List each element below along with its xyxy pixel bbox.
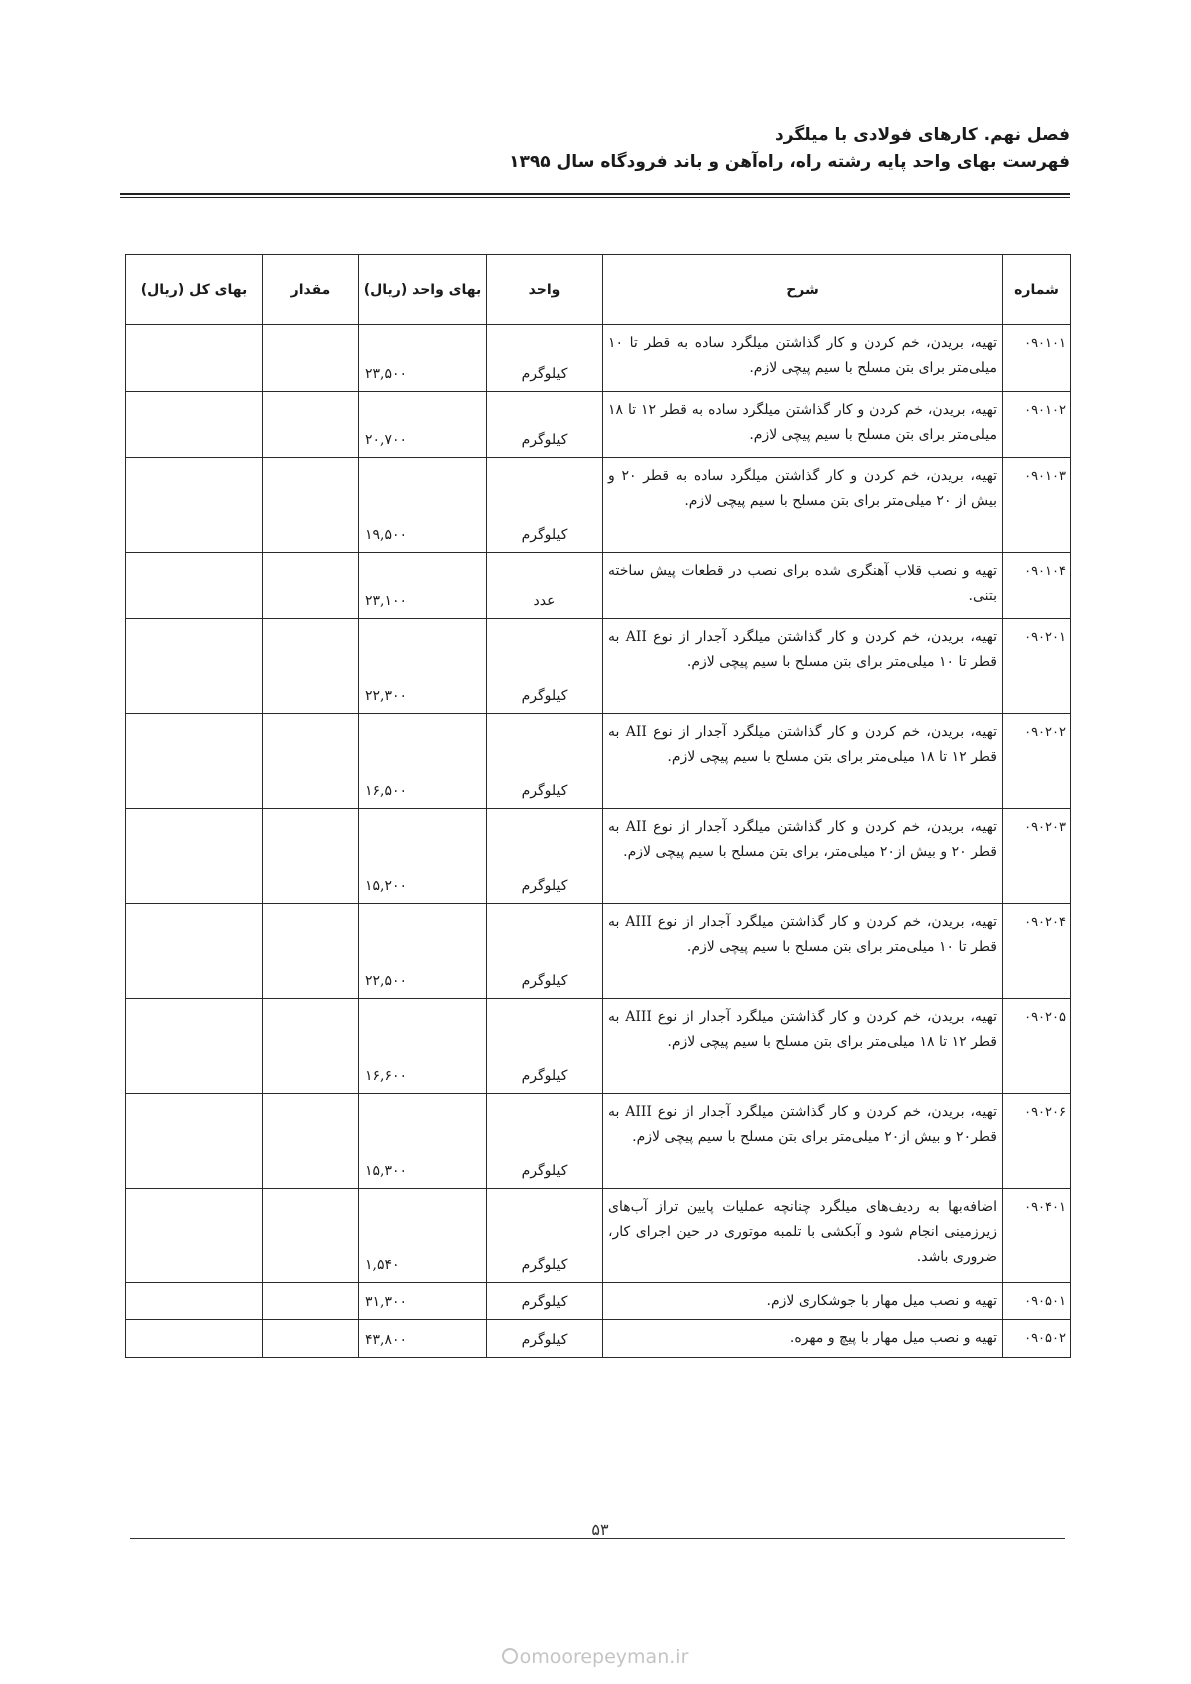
item-unit-price: ۱,۵۴۰ [359,1189,487,1283]
item-description: تهیه، بریدن، خم کردن و کار گذاشتن میلگرد آجدار از نوع AII به قطر ۲۰ و بیش از۲۰ میلی‌متر، برای بتن مسلح با سیم پیچی لازم. [603,809,1003,904]
table-row [126,809,1071,904]
item-unit: کیلوگرم [487,809,603,904]
price-table [125,254,1071,1358]
header-divider [120,193,1070,198]
item-code: ۰۹۰۵۰۱ [1003,1283,1071,1320]
item-quantity [263,1189,359,1283]
item-quantity [263,325,359,392]
chapter-title: فصل نهم. کارهای فولادی با میلگرد [775,125,1070,145]
item-code: ۰۹۰۲۰۶ [1003,1094,1071,1189]
item-total-price [126,458,263,553]
item-unit-price: ۲۳,۵۰۰ [359,325,487,392]
item-unit-price: ۴۳,۸۰۰ [359,1320,487,1358]
item-quantity [263,999,359,1094]
table-row [126,999,1071,1094]
item-total-price [126,1283,263,1320]
table-row [126,714,1071,809]
item-total-price [126,325,263,392]
item-description: تهیه، بریدن، خم کردن و کار گذاشتن میلگرد ساده به قطر تا ۱۰ میلی‌متر برای بتن مسلح با سیم پیچی لازم. [603,325,1003,392]
table-header-row [126,255,1071,325]
item-unit: کیلوگرم [487,904,603,999]
table-row [126,1283,1071,1320]
item-description: تهیه، بریدن، خم کردن و کار گذاشتن میلگرد آجدار از نوع AII به قطر ۱۲ تا ۱۸ میلی‌متر برای بتن مسلح با سیم پیچی لازم. [603,714,1003,809]
item-description: اضافه‌بها به ردیف‌های میلگرد چنانچه عملیات پایین تراز آب‌های زیرزمینی انجام شود و آبکشی با تلمبه موتوری در حین اجرای کار، ضروری باشد. [603,1189,1003,1283]
item-unit-price: ۳۱,۳۰۰ [359,1283,487,1320]
item-code: ۰۹۰۲۰۵ [1003,999,1071,1094]
item-unit-price: ۲۰,۷۰۰ [359,392,487,458]
item-unit: کیلوگرم [487,325,603,392]
item-unit-price: ۲۲,۵۰۰ [359,904,487,999]
item-unit: کیلوگرم [487,458,603,553]
column-header-code: شماره [1003,255,1071,325]
site-watermark [480,1646,710,1668]
item-total-price [126,1320,263,1358]
item-code: ۰۹۰۲۰۳ [1003,809,1071,904]
item-unit-price: ۲۲,۳۰۰ [359,619,487,714]
item-total-price [126,904,263,999]
item-unit: کیلوگرم [487,999,603,1094]
item-unit: کیلوگرم [487,1189,603,1283]
page-number: ۵۳ [591,1520,609,1539]
column-header-unit-price: بهای واحد (ریال) [359,255,487,325]
item-quantity [263,553,359,619]
item-total-price [126,1189,263,1283]
item-description: تهیه، بریدن، خم کردن و کار گذاشتن میلگرد آجدار از نوع AIII به قطر تا ۱۰ میلی‌متر برای بتن مسلح با سیم پیچی لازم. [603,904,1003,999]
item-description: تهیه و نصب میل مهار با جوشکاری لازم. [603,1283,1003,1320]
item-description: تهیه، بریدن، خم کردن و کار گذاشتن میلگرد آجدار از نوع AIII به قطر ۱۲ تا ۱۸ میلی‌متر برای بتن مسلح با سیم پیچی لازم. [603,999,1003,1094]
item-unit: عدد [487,553,603,619]
item-description: تهیه، بریدن، خم کردن و کار گذاشتن میلگرد ساده به قطر ۲۰ و بیش از ۲۰ میلی‌متر برای بتن مسلح با سیم پیچی لازم. [603,458,1003,553]
item-unit: کیلوگرم [487,1283,603,1320]
item-quantity [263,1094,359,1189]
item-total-price [126,392,263,458]
item-unit: کیلوگرم [487,619,603,714]
table-row [126,1189,1071,1283]
item-description: تهیه، بریدن، خم کردن و کار گذاشتن میلگرد آجدار از نوع AIII به قطر۲۰ و بیش از۲۰ میلی‌متر برای بتن مسلح با سیم پیچی لازم. [603,1094,1003,1189]
item-unit: کیلوگرم [487,1320,603,1358]
item-total-price [126,809,263,904]
site-name: omoorepeyman.ir [519,1646,689,1668]
column-header-total-price: بهای کل (ریال) [126,255,263,325]
item-description: تهیه، بریدن، خم کردن و کار گذاشتن میلگرد ساده به قطر ۱۲ تا ۱۸ میلی‌متر برای بتن مسلح با سیم پیچی لازم. [603,392,1003,458]
at-icon [502,1648,518,1664]
item-quantity [263,904,359,999]
item-unit-price: ۱۹,۵۰۰ [359,458,487,553]
item-code: ۰۹۰۲۰۲ [1003,714,1071,809]
item-unit-price: ۱۵,۲۰۰ [359,809,487,904]
page-header [245,122,1070,176]
table-row [126,325,1071,392]
item-quantity [263,392,359,458]
item-unit: کیلوگرم [487,1094,603,1189]
item-code: ۰۹۰۴۰۱ [1003,1189,1071,1283]
item-total-price [126,999,263,1094]
table-row [126,392,1071,458]
item-total-price [126,714,263,809]
item-total-price [126,553,263,619]
table-row [126,458,1071,553]
table-row [126,619,1071,714]
item-unit: کیلوگرم [487,392,603,458]
item-unit-price: ۲۳,۱۰۰ [359,553,487,619]
item-unit-price: ۱۵,۳۰۰ [359,1094,487,1189]
column-header-quantity: مقدار [263,255,359,325]
item-code: ۰۹۰۱۰۳ [1003,458,1071,553]
item-code: ۰۹۰۱۰۲ [1003,392,1071,458]
item-description: تهیه و نصب قلاب آهنگری شده برای نصب در قطعات پیش ساخته بتنی. [603,553,1003,619]
item-description: تهیه و نصب میل مهار با پیچ و مهره. [603,1320,1003,1358]
table-row [126,1094,1071,1189]
item-unit-price: ۱۶,۵۰۰ [359,714,487,809]
item-quantity [263,1283,359,1320]
item-total-price [126,1094,263,1189]
table-row [126,1320,1071,1358]
item-quantity [263,714,359,809]
item-code: ۰۹۰۲۰۴ [1003,904,1071,999]
item-code: ۰۹۰۲۰۱ [1003,619,1071,714]
item-description: تهیه، بریدن، خم کردن و کار گذاشتن میلگرد آجدار از نوع AII به قطر تا ۱۰ میلی‌متر برای بتن مسلح با سیم پیچی لازم. [603,619,1003,714]
item-code: ۰۹۰۱۰۱ [1003,325,1071,392]
item-unit-price: ۱۶,۶۰۰ [359,999,487,1094]
item-total-price [126,619,263,714]
item-quantity [263,1320,359,1358]
item-quantity [263,809,359,904]
item-code: ۰۹۰۵۰۲ [1003,1320,1071,1358]
table-row [126,553,1071,619]
column-header-unit: واحد [487,255,603,325]
item-unit: کیلوگرم [487,714,603,809]
table-row [126,904,1071,999]
price-list-title: فهرست بهای واحد پایه رشته راه، راه‌آهن و باند فرودگاه سال ۱۳۹۵ [509,152,1070,172]
item-code: ۰۹۰۱۰۴ [1003,553,1071,619]
item-quantity [263,458,359,553]
column-header-description: شرح [603,255,1003,325]
footer-divider [130,1538,1065,1539]
item-quantity [263,619,359,714]
